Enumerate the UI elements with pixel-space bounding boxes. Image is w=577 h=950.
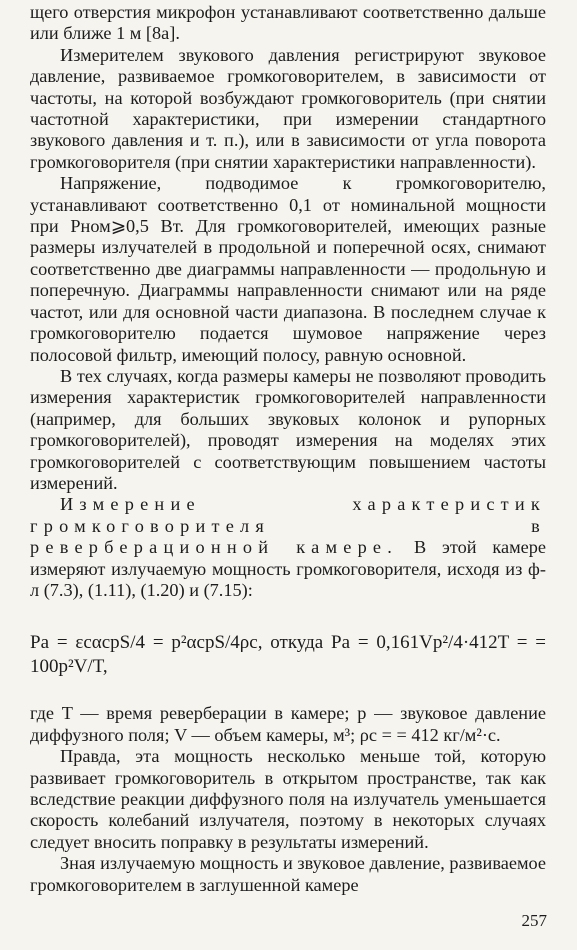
paragraph-correction: Правда, эта мощность несколько меньше той, которую развивает громкоговоритель в открытом пространстве, так как вследствие реакции диффузного поля на излучатель уменьшается скорость колебаний излучателя, поэтому в некоторых случаях следует вносить поправку в результаты измерений. [30,746,546,852]
paragraph-reverberation [30,494,546,601]
paragraph-reverberation-text: В этой камере измеряют излучаемую мощность громкоговорителя, исходя из ф-л (7.3), (1.11), (1.20) и (7.15): [30,537,547,600]
paragraph-variables: где T — время реверберации в камере; p — звуковое давление диффузного поля; V — объем камеры, м³; ρc = = 412 кг/м²·с. [30,703,546,745]
paragraph-sound-pressure-meter: Измерителем звукового давления регистрируют звуковое давление, развиваемое громкоговорителем, в зависимости от частоты, на которой возбуждают громкоговоритель (при снятии частотной характеристики, при измерении стандартного звукового давления и т. п.), или в зависимости от угла поворота громкоговорителя (при снятии характеристики направленности). [30,44,546,172]
text-column [30,2,546,896]
paragraph-voltage: Напряжение, подводимое к громкоговорителю, устанавливают соответственно 0,1 от номинальной мощности при Pном⩾0,5 Вт. Для громкоговорителей, имеющих разные размеры излучателей в продольной и поперечной осях, снимают соответственно две диаграммы направленности — продольную и поперечную. Диаграммы направленности снимают или на ряде частот, или для основной части диапазона. В последнем случае к громкоговорителю подается шумовое напряжение через полосовой фильтр, имеющий полосу, равную основной. [30,173,546,365]
paragraph-continued: щего отверстия микрофон устанавливают соответственно дальше или ближе 1 м [8а]. [30,2,546,44]
spaced-heading: Измерение характеристик громкоговорителя в реверберационной камере. [30,494,546,558]
formula-power: Pа = εcαсрS/4 = p²αсрS/4ρc, откуда Pа = 0,161Vp²/4·412T = = 100p²V/T, [30,632,546,678]
paragraph-models: В тех случаях, когда размеры камеры не позволяют проводить измерения характеристик громкоговорителей направленности (например, для больших звуковых колонок и рупорных громкоговорителей), проводят измерения на моделях этих громкоговорителей с соответствующим повышением частоты измерений. [30,365,546,493]
paragraph-final: Зная излучаемую мощность и звуковое давление, развиваемое громкоговорителем в заглушенной камере [30,853,546,895]
page-number: 257 [521,911,547,930]
